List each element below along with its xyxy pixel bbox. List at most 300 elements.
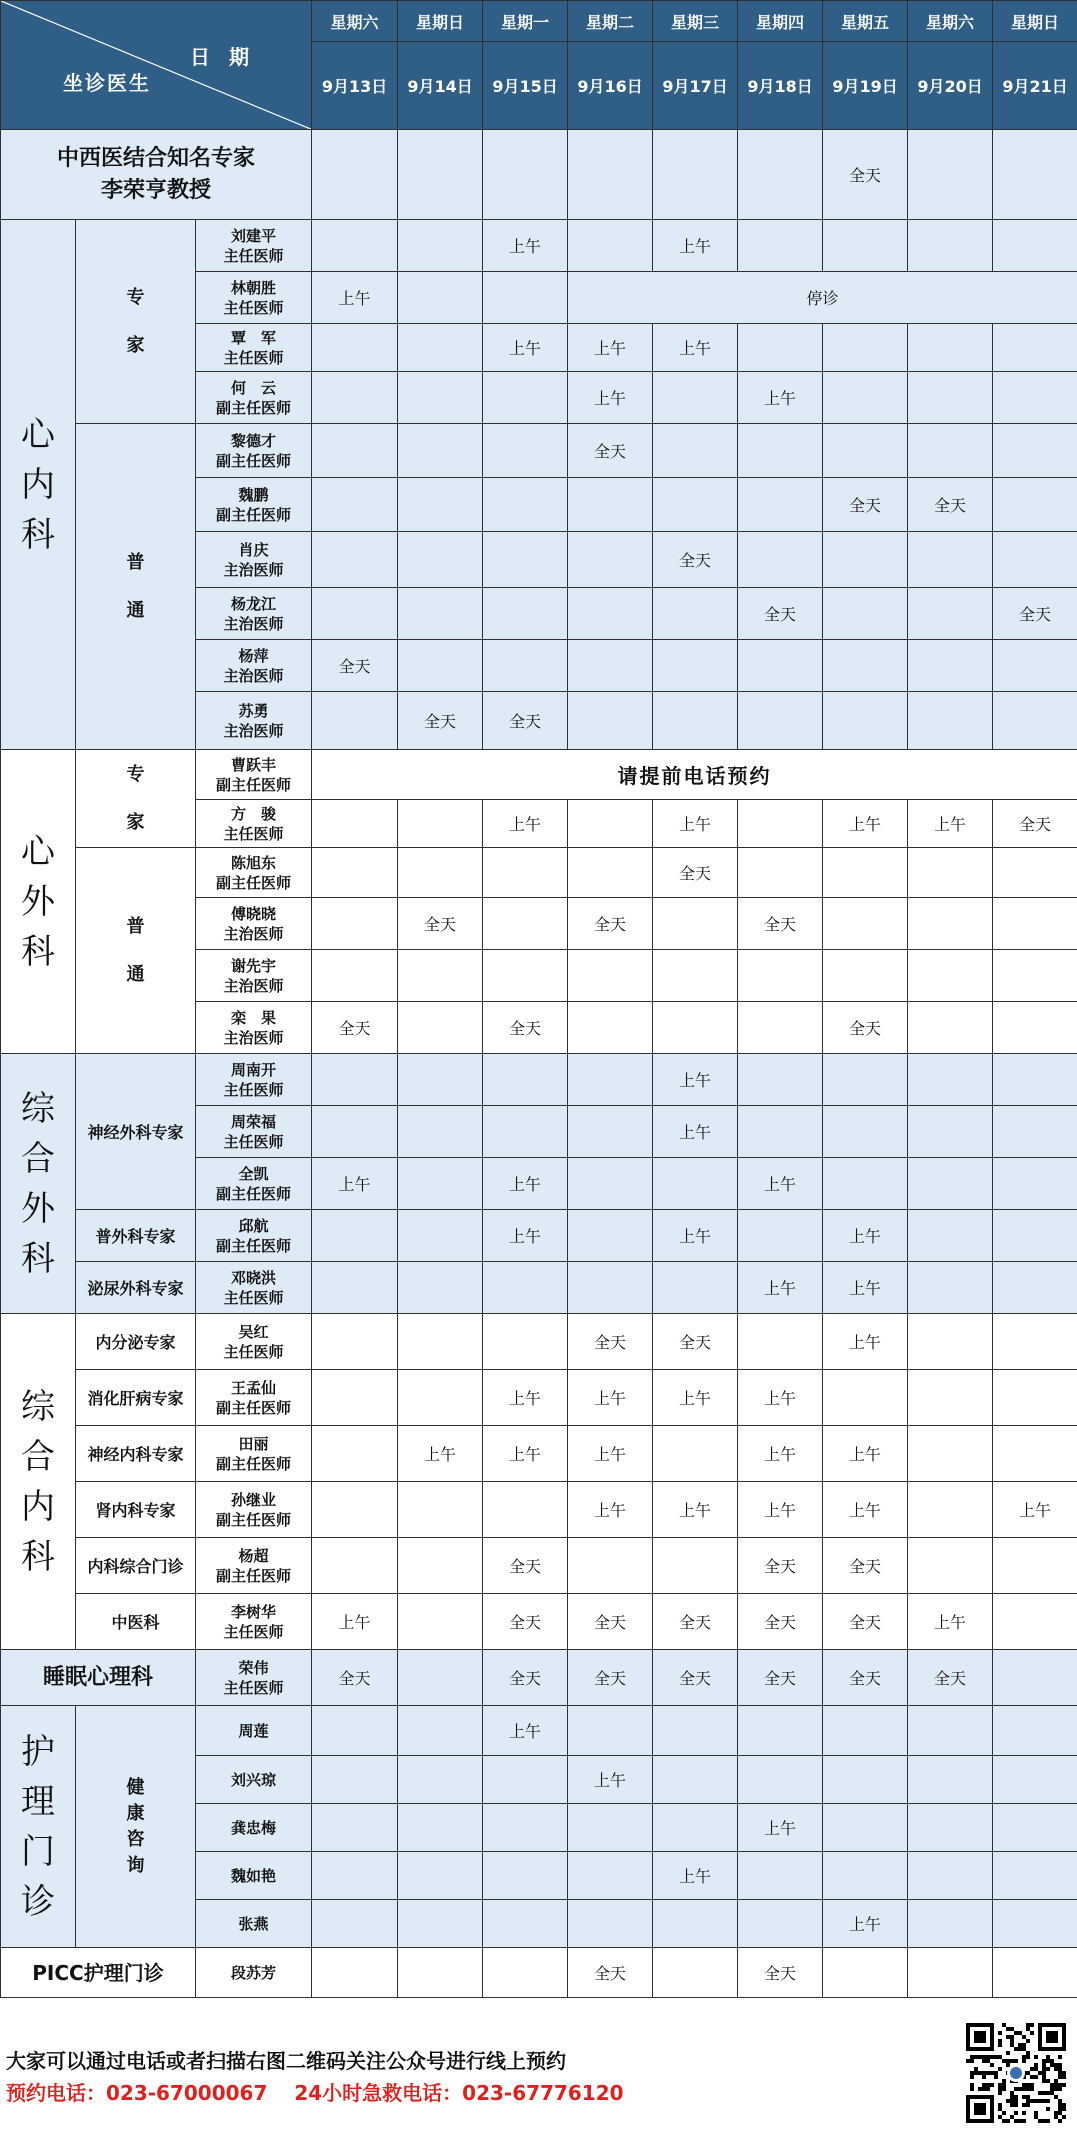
doctor-name: 孙继业 [231,1490,277,1509]
doctor-title: 主任医师 [223,348,284,367]
doctor-title: 副主任医师 [216,1184,292,1203]
weekday-header: 星期五 [823,1,908,42]
schedule-slot: 上午 [483,1426,568,1482]
schedule-slot [823,220,908,272]
doctor-name: 林朝胜 [231,278,277,297]
schedule-slot [312,692,398,750]
schedule-slot [738,1756,823,1804]
schedule-slot [993,1262,1077,1314]
schedule-slot: 上午 [312,1158,398,1210]
date-header: 9月21日 [993,42,1077,130]
doctor-cell [196,1650,312,1706]
schedule-slot [398,424,483,478]
schedule-slot [568,1158,653,1210]
date-header: 9月20日 [908,42,993,130]
schedule-slot [483,532,568,588]
schedule-slot [398,1594,483,1650]
schedule-slot: 上午 [823,800,908,848]
schedule-slot [993,1900,1077,1948]
special-expert-title [1,130,312,220]
doctor-name: 方 骏 [231,804,277,823]
schedule-slot: 全天 [653,532,738,588]
schedule-slot [483,1262,568,1314]
footer-booking-note: 大家可以通过电话或者扫描右图二维码关注公众号进行线上预约 [6,2049,566,2073]
schedule-slot: 全天 [908,1650,993,1706]
doctor-cell [196,1948,312,1998]
schedule-slot [312,800,398,848]
schedule-slot [653,1158,738,1210]
doctor-name: 全凯 [238,1164,269,1183]
schedule-slot [312,1756,398,1804]
schedule-slot: 全天 [312,640,398,692]
doctor-title: 主任医师 [223,298,284,317]
schedule-slot [398,1106,483,1158]
schedule-slot [823,372,908,424]
doctor-title: 主任医师 [223,1080,284,1099]
schedule-slot [653,1948,738,1998]
schedule-slot: 全天 [398,692,483,750]
group-label: 普 通 [76,424,196,750]
schedule-slot [568,1054,653,1106]
schedule-slot [398,1756,483,1804]
schedule-slot [993,1370,1077,1426]
doctor-title: 主任医师 [223,1622,284,1641]
department-name: 综 合 内 科 [1,1314,76,1650]
schedule-slot [312,950,398,1002]
schedule-slot [398,272,483,324]
doctor-name: 段苏芳 [231,1963,277,1982]
schedule-slot [908,1314,993,1370]
doctor-name: 邓晓洪 [231,1268,277,1287]
schedule-slot [908,848,993,898]
doctor-cell [196,1106,312,1158]
date-header: 9月19日 [823,42,908,130]
schedule-slot [653,1538,738,1594]
schedule-slot: 全天 [568,424,653,478]
schedule-slot [653,692,738,750]
schedule-slot [312,1054,398,1106]
schedule-slot: 全天 [483,1594,568,1650]
doctor-name: 魏鹏 [238,485,269,504]
schedule-slot [483,130,568,220]
schedule-slot: 全天 [653,1650,738,1706]
doctor-name: 何 云 [231,378,277,397]
doctor-title: 主任医师 [223,1678,284,1697]
doctor-cell [196,848,312,898]
schedule-slot [398,372,483,424]
schedule-slot: 全天 [738,1650,823,1706]
schedule-slot [483,272,568,324]
schedule-slot [738,800,823,848]
schedule-slot [993,1650,1077,1706]
schedule-slot [398,478,483,532]
schedule-slot: 全天 [738,1538,823,1594]
doctor-title: 主任医师 [223,1132,284,1151]
schedule-slot: 上午 [568,1426,653,1482]
schedule-slot [653,1426,738,1482]
schedule-slot [483,1314,568,1370]
schedule-slot [993,1756,1077,1804]
schedule-slot [653,1002,738,1054]
schedule-slot: 上午 [738,1262,823,1314]
schedule-slot: 上午 [653,1852,738,1900]
weekday-header: 星期一 [483,1,568,42]
doctor-title: 主治医师 [223,560,284,579]
schedule-slot [823,640,908,692]
doctor-cell [196,1706,312,1756]
doctor-cell [196,1054,312,1106]
schedule-slot [823,1158,908,1210]
schedule-slot [823,1370,908,1426]
doctor-title: 主治医师 [223,1028,284,1047]
schedule-slot: 上午 [738,1804,823,1852]
doctor-title: 副主任医师 [216,873,292,892]
schedule-slot [312,424,398,478]
doctor-title: 副主任医师 [216,1510,292,1529]
schedule-slot [312,1106,398,1158]
schedule-slot [398,1370,483,1426]
doctor-name: 王孟仙 [231,1378,277,1397]
doctor-title: 主任医师 [223,824,284,843]
weekday-header: 星期三 [653,1,738,42]
schedule-slot [908,1706,993,1756]
schedule-slot [483,478,568,532]
schedule-slot: 全天 [568,898,653,950]
schedule-slot [993,532,1077,588]
schedule-slot [398,220,483,272]
doctor-name: 荣伟 [238,1658,269,1677]
schedule-slot [738,692,823,750]
schedule-slot [908,1370,993,1426]
schedule-slot [908,1538,993,1594]
doctor-name: 周莲 [238,1721,269,1740]
department-name: 综 合 外 科 [1,1054,76,1314]
schedule-slot [568,800,653,848]
group-label: 肾内科专家 [76,1482,196,1538]
doctor-title: 主治医师 [223,721,284,740]
schedule-slot [653,1804,738,1852]
special-title-line1: 中西医结合知名专家 [57,145,256,171]
schedule-slot [312,532,398,588]
schedule-slot [908,1756,993,1804]
schedule-slot: 全天 [568,1650,653,1706]
schedule-slot: 上午 [993,1482,1077,1538]
schedule-slot [823,1804,908,1852]
qr-code-icon[interactable] [966,2023,1066,2123]
schedule-slot [312,1538,398,1594]
doctor-cell [196,1210,312,1262]
doctor-name: 陈旭东 [231,853,277,872]
schedule-slot [568,950,653,1002]
doctor-cell [196,750,312,800]
schedule-slot [653,424,738,478]
schedule-slot: 上午 [823,1426,908,1482]
schedule-slot [823,588,908,640]
doctor-cell [196,1482,312,1538]
doctor-cell [196,898,312,950]
schedule-slot: 全天 [653,1594,738,1650]
schedule-slot [398,1158,483,1210]
schedule-slot: 上午 [653,1210,738,1262]
schedule-slot [653,372,738,424]
doctor-name: 张燕 [238,1914,269,1933]
schedule-slot [908,1210,993,1262]
schedule-slot [738,424,823,478]
schedule-slot [908,1158,993,1210]
doctor-name: 田丽 [238,1434,269,1453]
schedule-slot [908,1948,993,1998]
schedule-slot [312,1314,398,1370]
doctor-title: 主任医师 [223,1342,284,1361]
schedule-slot [568,1804,653,1852]
schedule-slot [823,950,908,1002]
schedule-slot: 全天 [738,1948,823,1998]
schedule-slot [908,950,993,1002]
schedule-slot: 上午 [568,324,653,372]
schedule-slot [993,372,1077,424]
schedule-slot [738,1706,823,1756]
schedule-slot [312,478,398,532]
date-header: 9月13日 [312,42,398,130]
schedule-slot: 上午 [568,1370,653,1426]
group-label: 健 康 咨 询 [76,1706,196,1948]
department-name: 睡眠心理科 [1,1650,196,1706]
schedule-slot: 全天 [483,1002,568,1054]
schedule-slot: 上午 [653,1106,738,1158]
schedule-slot [568,130,653,220]
doctor-name: 吴红 [238,1322,269,1341]
doctor-name: 魏如艳 [231,1866,277,1885]
schedule-slot [908,898,993,950]
schedule-slot [823,1706,908,1756]
schedule-slot: 上午 [823,1262,908,1314]
doctor-cell [196,1538,312,1594]
schedule-slot [312,1804,398,1852]
schedule-slot [993,950,1077,1002]
schedule-slot [312,1262,398,1314]
schedule-slot [398,1650,483,1706]
schedule-slot [993,424,1077,478]
schedule-slot [738,848,823,898]
group-label: 消化肝病专家 [76,1370,196,1426]
schedule-slot [908,1900,993,1948]
schedule-slot [738,130,823,220]
schedule-slot: 上午 [483,1210,568,1262]
schedule-slot [398,130,483,220]
schedule-slot [568,1002,653,1054]
doctor-title: 副主任医师 [216,398,292,417]
schedule-slot [483,640,568,692]
schedule-slot [653,1262,738,1314]
schedule-slot [483,588,568,640]
schedule-slot [908,692,993,750]
doctor-name: 杨萍 [238,646,269,665]
schedule-slot [312,1210,398,1262]
schedule-slot: 全天 [823,1002,908,1054]
schedule-slot [993,848,1077,898]
schedule-slot [398,532,483,588]
schedule-slot: 全天 [738,588,823,640]
schedule-slot [993,1002,1077,1054]
schedule-slot [653,950,738,1002]
schedule-slot [568,478,653,532]
schedule-slot: 上午 [483,800,568,848]
schedule-slot [738,1852,823,1900]
schedule-slot [738,324,823,372]
schedule-slot [908,1106,993,1158]
schedule-slot [568,848,653,898]
group-label: 神经外科专家 [76,1054,196,1210]
schedule-slot: 全天 [568,1594,653,1650]
schedule-slot [398,950,483,1002]
date-header: 9月15日 [483,42,568,130]
schedule-slot [398,1262,483,1314]
schedule-slot [398,1948,483,1998]
schedule-slot [908,588,993,640]
doctor-name: 刘兴琼 [231,1770,277,1789]
schedule-slot: 上午 [653,1370,738,1426]
date-header: 9月18日 [738,42,823,130]
schedule-slot: 上午 [483,324,568,372]
group-label: 内科综合门诊 [76,1538,196,1594]
schedule-slot [483,1106,568,1158]
schedule-slot: 上午 [823,1900,908,1948]
schedule-slot [312,130,398,220]
date-header: 9月16日 [568,42,653,130]
doctor-cell [196,1262,312,1314]
doctor-title: 主任医师 [223,246,284,265]
schedule-slot: 上午 [738,372,823,424]
schedule-slot [738,1002,823,1054]
schedule-slot: 全天 [993,588,1077,640]
schedule-slot [993,1210,1077,1262]
schedule-slot [738,1900,823,1948]
doctor-name: 傅晓晓 [231,904,277,923]
schedule-slot [312,1370,398,1426]
doctor-cell [196,1314,312,1370]
schedule-slot [568,1900,653,1948]
header-date-label: 日 期 [190,45,256,69]
footer-phone-numbers: 预约电话：023-67000067 24小时急救电话：023-67776120 [6,2081,624,2105]
schedule-slot [993,1426,1077,1482]
schedule-slot [993,478,1077,532]
special-title-line2: 李荣亨教授 [101,177,212,203]
schedule-slot [993,1538,1077,1594]
doctor-cell [196,372,312,424]
schedule-slot [483,1482,568,1538]
schedule-slot [993,1054,1077,1106]
schedule-slot [908,424,993,478]
schedule-slot [993,1158,1077,1210]
schedule-slot [653,640,738,692]
doctor-cell [196,1756,312,1804]
schedule-slot [908,1482,993,1538]
schedule-slot [993,898,1077,950]
doctor-title: 副主任医师 [216,1454,292,1473]
weekday-header: 星期六 [312,1,398,42]
doctor-title: 主任医师 [223,1288,284,1307]
schedule-slot [312,324,398,372]
schedule-slot [483,1804,568,1852]
group-label: 普 通 [76,848,196,1054]
schedule-slot: 上午 [653,324,738,372]
group-label: 专 家 [76,220,196,424]
schedule-slot [312,1948,398,1998]
schedule-slot [908,1804,993,1852]
schedule-slot: 全天 [312,1002,398,1054]
footer [0,2015,1077,2131]
schedule-slot: 上午 [398,1426,483,1482]
doctor-cell [196,800,312,848]
schedule-slot [908,640,993,692]
schedule-slot: 上午 [483,1706,568,1756]
doctor-cell [196,1002,312,1054]
schedule-slot [483,1852,568,1900]
schedule-slot [483,898,568,950]
schedule-slot [908,130,993,220]
doctor-name: 黎德才 [231,431,277,450]
doctor-name: 苏勇 [238,701,269,720]
doctor-name: 杨超 [238,1546,269,1565]
schedule-slot [312,898,398,950]
schedule-slot: 上午 [738,1426,823,1482]
schedule-slot [568,220,653,272]
schedule-slot: 全天 [823,1650,908,1706]
schedule-slot [908,1002,993,1054]
doctor-title: 副主任医师 [216,451,292,470]
schedule-slot [738,1054,823,1106]
schedule-slot: 全天 [568,1314,653,1370]
schedule-slot: 全天 [653,1314,738,1370]
schedule-slot [823,1756,908,1804]
doctor-name: 曹跃丰 [231,755,277,774]
schedule-slot [483,1756,568,1804]
doctor-cell [196,1370,312,1426]
schedule-slot [738,1106,823,1158]
doctor-cell [196,950,312,1002]
schedule-slot [568,1706,653,1756]
doctor-name: 谢先宇 [231,956,277,975]
schedule-slot [398,324,483,372]
schedule-slot [312,372,398,424]
schedule-slot [908,220,993,272]
doctor-title: 主治医师 [223,924,284,943]
schedule-slot [738,1314,823,1370]
merged-notice: 请提前电话预约 [312,750,1077,800]
schedule-slot [312,1852,398,1900]
schedule-slot [738,532,823,588]
schedule-slot [568,1852,653,1900]
schedule-slot [653,588,738,640]
department-name: 护 理 门 诊 [1,1706,76,1948]
schedule-slot [398,1314,483,1370]
schedule-slot: 上午 [653,1482,738,1538]
doctor-cell [196,1594,312,1650]
schedule-slot [483,1900,568,1948]
weekday-header: 星期二 [568,1,653,42]
schedule-slot: 上午 [568,1482,653,1538]
schedule-slot [568,692,653,750]
schedule-slot [312,1482,398,1538]
schedule-slot: 上午 [738,1158,823,1210]
weekday-header: 星期四 [738,1,823,42]
doctor-title: 副主任医师 [216,1398,292,1417]
schedule-slot [993,1706,1077,1756]
schedule-slot [312,588,398,640]
schedule-slot [993,324,1077,372]
schedule-slot: 上午 [312,1594,398,1650]
doctor-title: 副主任医师 [216,1566,292,1585]
